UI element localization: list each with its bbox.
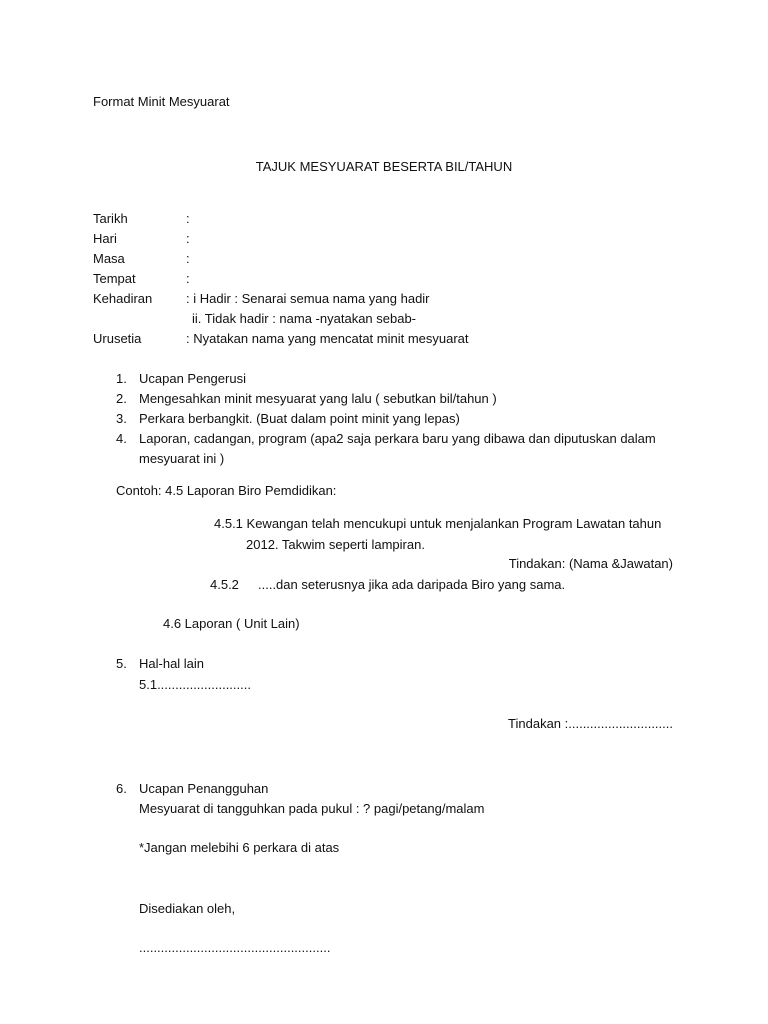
penangguhan-num: 6. (116, 781, 127, 796)
tempat-label: Tempat (93, 271, 136, 286)
agenda-num-3: 3. (116, 411, 127, 426)
urusetia-value: : Nyatakan nama yang mencatat minit mesyuarat (186, 331, 469, 346)
agenda-num-4: 4. (116, 431, 127, 446)
masa-label: Masa (93, 251, 125, 266)
agenda-num-2: 2. (116, 391, 127, 406)
tarikh-label: Tarikh (93, 211, 128, 226)
agenda-text-1: Ucapan Pengerusi (139, 371, 246, 386)
agenda-num-1: 1. (116, 371, 127, 386)
tidak-hadir-line: ii. Tidak hadir : nama -nyatakan sebab- (192, 311, 417, 326)
hari-label: Hari (93, 231, 117, 246)
tarikh-colon: : (186, 211, 190, 226)
penangguhan-text: Mesyuarat di tangguhkan pada pukul : ? pagi/petang/malam (139, 801, 485, 816)
masa-colon: : (186, 251, 190, 266)
hal-lain-num: 5. (116, 656, 127, 671)
agenda-text-4-cont: mesyuarat ini ) (139, 451, 225, 466)
signature-line: ..................................................... (139, 940, 331, 955)
penangguhan-note: *Jangan melebihi 6 perkara di atas (139, 840, 340, 855)
hal-lain-tindakan: Tindakan :............................. (508, 716, 673, 731)
hari-colon: : (186, 231, 190, 246)
agenda-text-4: Laporan, cadangan, program (apa2 saja perkara baru yang dibawa dan diputuskan dalam (139, 431, 656, 446)
hal-lain-sub: 5.1.......................... (139, 677, 251, 692)
hal-lain-label: Hal-hal lain (139, 656, 205, 671)
agenda-text-2: Mengesahkan minit mesyuarat yang lalu ( sebutkan bil/tahun ) (139, 391, 497, 406)
prepared-by-label: Disediakan oleh, (139, 901, 236, 916)
item-452-num: 4.5.2 (210, 577, 239, 592)
hadir-line: : i Hadir : Senarai semua nama yang hadir (186, 291, 430, 306)
item-46: 4.6 Laporan ( Unit Lain) (163, 616, 300, 631)
urusetia-label: Urusetia (93, 331, 142, 346)
document-heading: Format Minit Mesyuarat (93, 94, 230, 109)
penangguhan-label: Ucapan Penangguhan (139, 781, 269, 796)
kehadiran-label: Kehadiran (93, 291, 153, 306)
item-451-line1: 4.5.1 Kewangan telah mencukupi untuk menjalankan Program Lawatan tahun (214, 516, 662, 531)
agenda-text-3: Perkara berbangkit. (Buat dalam point minit yang lepas) (139, 411, 460, 426)
tindakan-nama: Tindakan: (Nama &Jawatan) (508, 556, 673, 571)
document-title: TAJUK MESYUARAT BESERTA BIL/TAHUN (255, 159, 513, 174)
tempat-colon: : (186, 271, 190, 286)
item-452-text: .....dan seterusnya jika ada daripada Biro yang sama. (258, 577, 566, 592)
item-451-line2: 2012. Takwim seperti lampiran. (246, 537, 425, 552)
contoh-label: Contoh: 4.5 Laporan Biro Pemdidikan: (116, 483, 337, 498)
